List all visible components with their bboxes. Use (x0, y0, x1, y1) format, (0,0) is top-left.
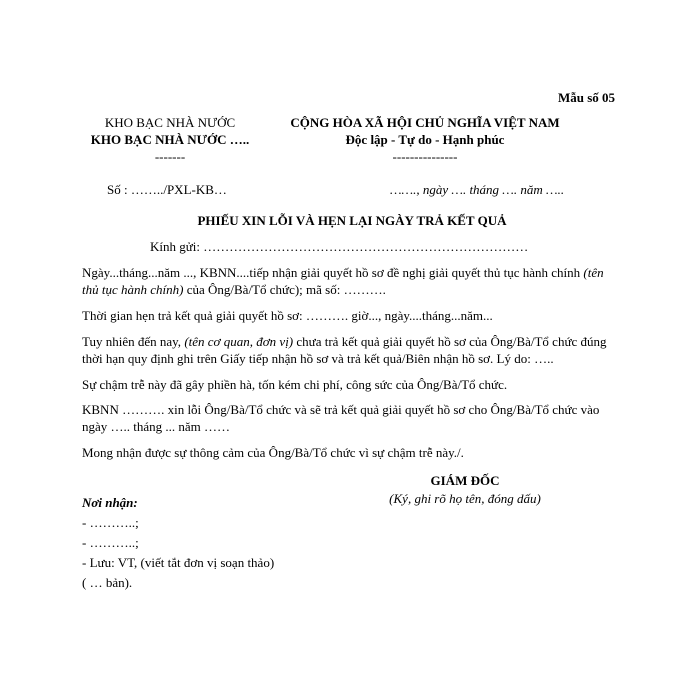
copies-count: ( … bản). (82, 575, 133, 590)
treasury-name: KHO BẠC NHÀ NƯỚC (104, 115, 236, 130)
paragraph-1-italic: (tên thủ tục hành chính) (82, 265, 604, 297)
recipients-block (82, 493, 274, 593)
paragraph-1 (82, 264, 622, 298)
paragraph-5: KBNN ………. xin lỗi Ông/Bà/Tổ chức và sẽ trả kết quả giải quyết hồ sơ cho Ông/Bà/Tổ chức vào ngày ….. tháng ... năm …… (82, 402, 600, 434)
form-number: Mẫu số 05 (558, 90, 616, 105)
paragraph-3-italic: (tên cơ quan, đơn vị) (184, 334, 294, 349)
paragraph-3-text-b: chưa trả kết quả giải quyết hồ sơ của Ông/Bà/Tổ chức đúng thời hạn quy định ghi trên Giấy tiếp nhận hồ sơ và trả kết quả/Biên nhận hồ sơ. Lý do: ….. (82, 334, 607, 366)
paragraph-6: Mong nhận được sự thông cảm của Ông/Bà/Tổ chức vì sự chậm trễ này./. (82, 445, 464, 460)
paragraph-4: Sự chậm trễ này đã gây phiền hà, tốn kém chi phí, công sức của Ông/Bà/Tổ chức. (82, 377, 508, 392)
date-line: ……., ngày …. tháng …. năm ….. (390, 182, 565, 197)
recipient-item: - ………..; (82, 535, 139, 550)
paragraph-1-text-a: Ngày...tháng...năm ..., KBNN....tiếp nhận giải quyết hồ sơ đề nghị giải quyết thủ tục hành chính (82, 265, 584, 280)
right-header (275, 114, 575, 165)
recipient-item-archive: - Lưu: VT, (viết tắt đơn vị soạn thảo) (82, 555, 275, 570)
national-title: CỘNG HÒA XÃ HỘI CHỦ NGHĨA VIỆT NAM (290, 115, 560, 130)
left-header (70, 114, 270, 165)
recipients-heading: Nơi nhận: (82, 495, 138, 510)
signature-block (350, 472, 580, 508)
paragraph-2: Thời gian hẹn trả kết quả giải quyết hồ sơ: ………. giờ..., ngày....tháng...năm... (82, 308, 493, 323)
national-motto: Độc lập - Tự do - Hạnh phúc (345, 132, 505, 147)
document-number: Số : ……../PXL-KB… (107, 182, 227, 197)
paragraph-3 (82, 333, 622, 367)
paragraph-1-text-b: của Ông/Bà/Tổ chức); mã số: ………. (183, 282, 386, 297)
paragraph-3-text-a: Tuy nhiên đến nay, (82, 334, 185, 349)
recipient-item: - ………..; (82, 515, 139, 530)
document-title: PHIẾU XIN LỖI VÀ HẸN LẠI NGÀY TRẢ KẾT QUẢ (197, 213, 507, 228)
left-divider: ------- (154, 149, 186, 164)
right-divider: --------------- (392, 149, 458, 164)
greeting: Kính gửi: ………………………………………………………………… (150, 239, 529, 254)
signer-title: GIÁM ĐỐC (430, 473, 500, 488)
signature-note: (Ký, ghi rõ họ tên, đóng dấu) (389, 491, 541, 506)
treasury-branch: KHO BẠC NHÀ NƯỚC ….. (90, 132, 250, 147)
